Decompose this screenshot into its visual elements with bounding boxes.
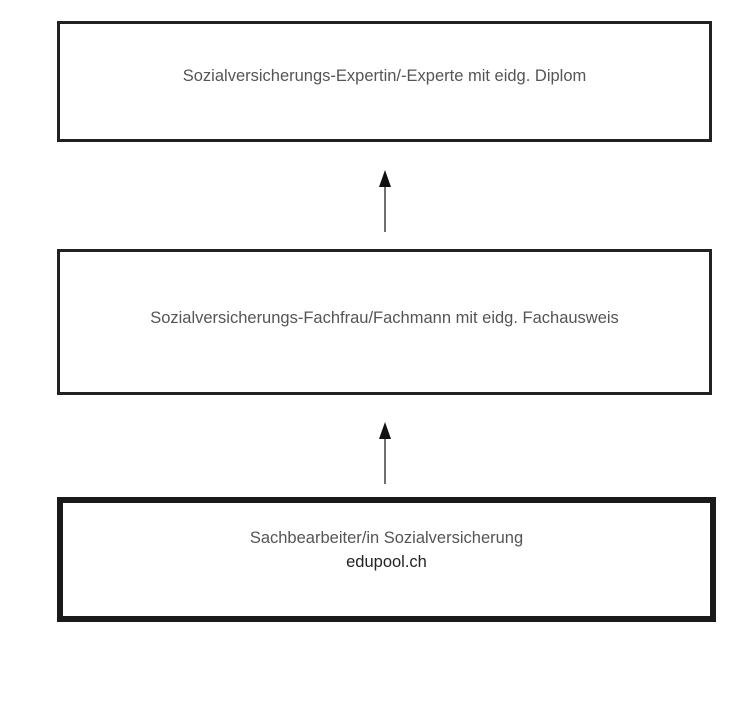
arrow-middle-to-top-head — [379, 170, 391, 187]
node-specialist-certificate — [57, 249, 712, 395]
node-clerk — [57, 497, 716, 622]
node-clerk-provider: edupool.ch — [346, 553, 427, 571]
node-expert-diploma-label: Sozialversicherungs-Expertin/-Experte mit eidg. Diplom — [182, 66, 587, 85]
arrow-bottom-to-middle-head — [379, 422, 391, 439]
arrow-bottom-to-middle — [379, 422, 391, 484]
node-specialist-certificate-label: Sozialversicherungs-Fachfrau/Fachmann mit eidg. Fachausweis — [150, 309, 619, 327]
node-clerk-label: Sachbearbeiter/in Sozialversicherung — [249, 529, 524, 547]
arrow-middle-to-top — [379, 170, 391, 232]
